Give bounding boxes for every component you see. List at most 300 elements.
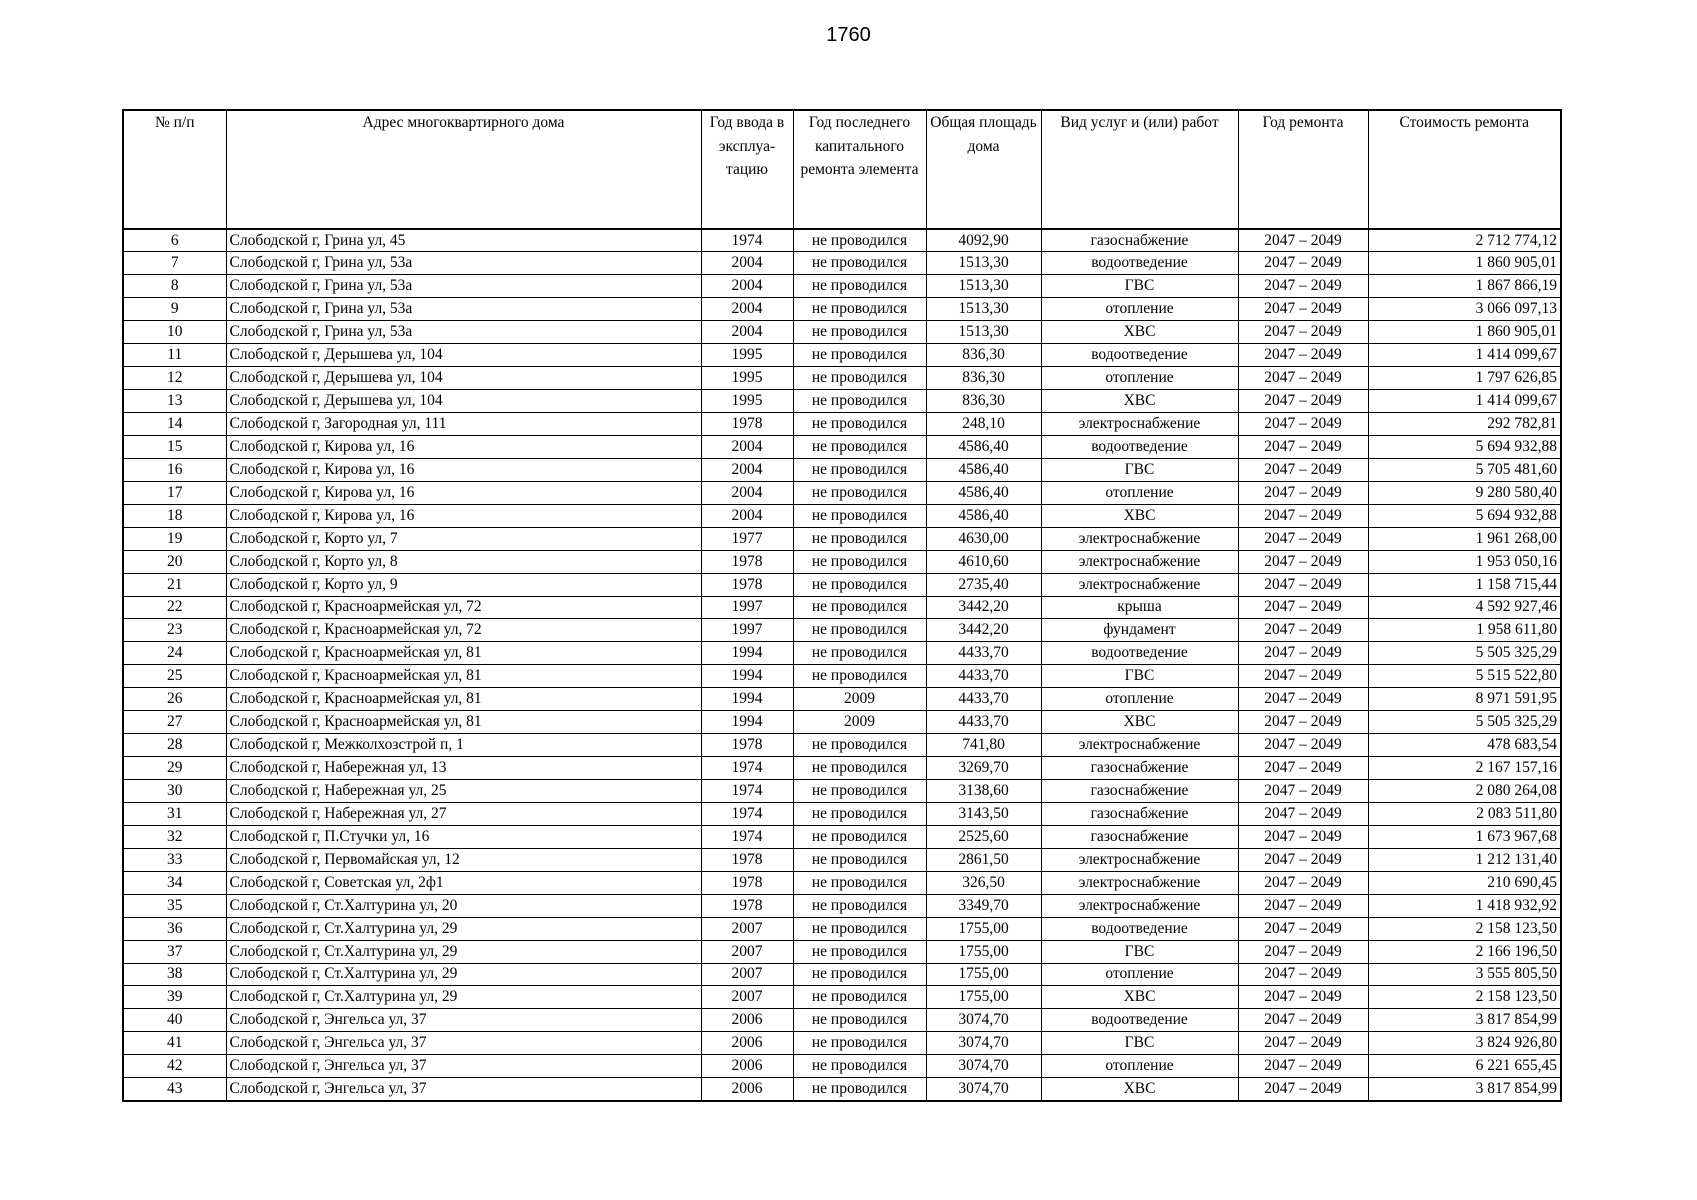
- cell-last-repair-year: не проводился: [793, 757, 926, 780]
- table-row: [123, 1055, 1561, 1078]
- header-total-area: Общая площадь дома: [926, 110, 1041, 229]
- table-row: [123, 665, 1561, 688]
- cell-total-area: 741,80: [926, 734, 1041, 757]
- cell-number: 22: [123, 596, 226, 619]
- cell-repair-cost: 2 158 123,50: [1368, 986, 1561, 1009]
- cell-number: 31: [123, 802, 226, 825]
- cell-repair-cost: 1 958 611,80: [1368, 619, 1561, 642]
- table-row: [123, 298, 1561, 321]
- cell-repair-cost: 2 166 196,50: [1368, 940, 1561, 963]
- cell-repair-year: 2047 – 2049: [1238, 642, 1368, 665]
- cell-repair-year: 2047 – 2049: [1238, 734, 1368, 757]
- cell-repair-year: 2047 – 2049: [1238, 596, 1368, 619]
- cell-repair-year: 2047 – 2049: [1238, 344, 1368, 367]
- table-row: [123, 504, 1561, 527]
- cell-last-repair-year: не проводился: [793, 298, 926, 321]
- cell-commissioning-year: 1978: [701, 734, 793, 757]
- cell-number: 30: [123, 780, 226, 803]
- cell-number: 13: [123, 390, 226, 413]
- cell-commissioning-year: 2004: [701, 298, 793, 321]
- cell-commissioning-year: 1977: [701, 527, 793, 550]
- cell-service-type: ХВС: [1041, 711, 1238, 734]
- cell-service-type: электроснабжение: [1041, 871, 1238, 894]
- cell-last-repair-year: не проводился: [793, 848, 926, 871]
- cell-address: Слободской г, Набережная ул, 13: [226, 757, 701, 780]
- cell-total-area: 4433,70: [926, 711, 1041, 734]
- table-row: [123, 940, 1561, 963]
- cell-service-type: ХВС: [1041, 986, 1238, 1009]
- cell-repair-year: 2047 – 2049: [1238, 298, 1368, 321]
- table-row: [123, 321, 1561, 344]
- cell-commissioning-year: 1997: [701, 596, 793, 619]
- table-row: [123, 917, 1561, 940]
- cell-repair-year: 2047 – 2049: [1238, 435, 1368, 458]
- cell-service-type: электроснабжение: [1041, 527, 1238, 550]
- cell-address: Слободской г, Кирова ул, 16: [226, 481, 701, 504]
- cell-address: Слободской г, Красноармейская ул, 72: [226, 619, 701, 642]
- cell-total-area: 3442,20: [926, 596, 1041, 619]
- cell-number: 41: [123, 1032, 226, 1055]
- cell-repair-year: 2047 – 2049: [1238, 688, 1368, 711]
- cell-number: 16: [123, 458, 226, 481]
- cell-number: 11: [123, 344, 226, 367]
- cell-repair-cost: 5 694 932,88: [1368, 435, 1561, 458]
- cell-last-repair-year: не проводился: [793, 825, 926, 848]
- cell-repair-cost: 5 705 481,60: [1368, 458, 1561, 481]
- cell-address: Слободской г, Кирова ул, 16: [226, 458, 701, 481]
- cell-last-repair-year: не проводился: [793, 275, 926, 298]
- cell-total-area: 1513,30: [926, 321, 1041, 344]
- cell-address: Слободской г, Советская ул, 2ф1: [226, 871, 701, 894]
- cell-service-type: газоснабжение: [1041, 780, 1238, 803]
- cell-repair-year: 2047 – 2049: [1238, 252, 1368, 275]
- cell-repair-cost: 1 418 932,92: [1368, 894, 1561, 917]
- cell-number: 32: [123, 825, 226, 848]
- cell-total-area: 836,30: [926, 344, 1041, 367]
- cell-last-repair-year: не проводился: [793, 596, 926, 619]
- cell-commissioning-year: 1974: [701, 780, 793, 803]
- cell-repair-year: 2047 – 2049: [1238, 757, 1368, 780]
- table-row: [123, 481, 1561, 504]
- cell-service-type: ХВС: [1041, 1078, 1238, 1101]
- cell-address: Слободской г, Корто ул, 9: [226, 573, 701, 596]
- cell-address: Слободской г, Грина ул, 45: [226, 229, 701, 252]
- cell-commissioning-year: 2006: [701, 1032, 793, 1055]
- cell-service-type: фундамент: [1041, 619, 1238, 642]
- cell-repair-year: 2047 – 2049: [1238, 871, 1368, 894]
- cell-total-area: 4433,70: [926, 688, 1041, 711]
- cell-repair-cost: 9 280 580,40: [1368, 481, 1561, 504]
- cell-repair-cost: 1 961 268,00: [1368, 527, 1561, 550]
- cell-commissioning-year: 2004: [701, 321, 793, 344]
- cell-repair-cost: 1 158 715,44: [1368, 573, 1561, 596]
- cell-repair-cost: 3 555 805,50: [1368, 963, 1561, 986]
- table-row: [123, 619, 1561, 642]
- cell-last-repair-year: не проводился: [793, 940, 926, 963]
- cell-repair-cost: 1 797 626,85: [1368, 367, 1561, 390]
- table-row: [123, 894, 1561, 917]
- cell-address: Слободской г, Энгельса ул, 37: [226, 1055, 701, 1078]
- cell-last-repair-year: не проводился: [793, 642, 926, 665]
- cell-repair-year: 2047 – 2049: [1238, 321, 1368, 344]
- cell-commissioning-year: 2004: [701, 504, 793, 527]
- cell-last-repair-year: не проводился: [793, 665, 926, 688]
- cell-repair-year: 2047 – 2049: [1238, 1055, 1368, 1078]
- cell-total-area: 2525,60: [926, 825, 1041, 848]
- cell-address: Слободской г, Красноармейская ул, 72: [226, 596, 701, 619]
- cell-repair-cost: 8 971 591,95: [1368, 688, 1561, 711]
- table-row: [123, 734, 1561, 757]
- cell-address: Слободской г, Кирова ул, 16: [226, 504, 701, 527]
- cell-address: Слободской г, Дерышева ул, 104: [226, 367, 701, 390]
- cell-address: Слободской г, Грина ул, 53а: [226, 298, 701, 321]
- table-row: [123, 413, 1561, 436]
- header-number: № п/п: [123, 110, 226, 229]
- cell-number: 40: [123, 1009, 226, 1032]
- cell-service-type: ХВС: [1041, 321, 1238, 344]
- cell-total-area: 1755,00: [926, 963, 1041, 986]
- cell-commissioning-year: 1978: [701, 894, 793, 917]
- header-commissioning-year: Год ввода в эксплуа-тацию: [701, 110, 793, 229]
- cell-last-repair-year: не проводился: [793, 550, 926, 573]
- cell-commissioning-year: 1978: [701, 413, 793, 436]
- cell-commissioning-year: 2006: [701, 1009, 793, 1032]
- cell-number: 21: [123, 573, 226, 596]
- page-number: 1760: [826, 24, 871, 46]
- cell-number: 8: [123, 275, 226, 298]
- cell-number: 12: [123, 367, 226, 390]
- cell-address: Слободской г, Энгельса ул, 37: [226, 1009, 701, 1032]
- cell-repair-cost: 1 414 099,67: [1368, 344, 1561, 367]
- cell-service-type: отопление: [1041, 481, 1238, 504]
- cell-total-area: 1513,30: [926, 298, 1041, 321]
- cell-repair-cost: 1 414 099,67: [1368, 390, 1561, 413]
- cell-number: 19: [123, 527, 226, 550]
- cell-repair-cost: 3 824 926,80: [1368, 1032, 1561, 1055]
- cell-last-repair-year: не проводился: [793, 1032, 926, 1055]
- cell-last-repair-year: не проводился: [793, 1009, 926, 1032]
- cell-repair-year: 2047 – 2049: [1238, 481, 1368, 504]
- cell-total-area: 836,30: [926, 367, 1041, 390]
- cell-number: 24: [123, 642, 226, 665]
- cell-service-type: ГВС: [1041, 940, 1238, 963]
- cell-total-area: 248,10: [926, 413, 1041, 436]
- cell-last-repair-year: не проводился: [793, 504, 926, 527]
- cell-service-type: газоснабжение: [1041, 229, 1238, 252]
- cell-service-type: ГВС: [1041, 1032, 1238, 1055]
- cell-address: Слободской г, Загородная ул, 111: [226, 413, 701, 436]
- cell-number: 29: [123, 757, 226, 780]
- cell-commissioning-year: 1994: [701, 711, 793, 734]
- cell-commissioning-year: 1978: [701, 848, 793, 871]
- cell-repair-cost: 2 080 264,08: [1368, 780, 1561, 803]
- cell-repair-year: 2047 – 2049: [1238, 390, 1368, 413]
- cell-number: 26: [123, 688, 226, 711]
- cell-address: Слободской г, Набережная ул, 25: [226, 780, 701, 803]
- cell-address: Слободской г, Межколхозстрой п, 1: [226, 734, 701, 757]
- cell-service-type: отопление: [1041, 963, 1238, 986]
- cell-commissioning-year: 1974: [701, 825, 793, 848]
- header-address: Адрес многоквартирного дома: [226, 110, 701, 229]
- cell-number: 34: [123, 871, 226, 894]
- cell-number: 36: [123, 917, 226, 940]
- cell-repair-year: 2047 – 2049: [1238, 229, 1368, 252]
- cell-total-area: 1513,30: [926, 252, 1041, 275]
- cell-service-type: ХВС: [1041, 390, 1238, 413]
- cell-last-repair-year: не проводился: [793, 1078, 926, 1101]
- cell-repair-year: 2047 – 2049: [1238, 986, 1368, 1009]
- cell-repair-cost: 1 953 050,16: [1368, 550, 1561, 573]
- cell-last-repair-year: не проводился: [793, 481, 926, 504]
- cell-repair-year: 2047 – 2049: [1238, 711, 1368, 734]
- table-row: [123, 573, 1561, 596]
- cell-number: 43: [123, 1078, 226, 1101]
- table-row: [123, 458, 1561, 481]
- cell-address: Слободской г, Красноармейская ул, 81: [226, 665, 701, 688]
- cell-service-type: электроснабжение: [1041, 413, 1238, 436]
- cell-commissioning-year: 1978: [701, 871, 793, 894]
- cell-service-type: водоотведение: [1041, 917, 1238, 940]
- cell-last-repair-year: не проводился: [793, 894, 926, 917]
- header-row: [123, 110, 1561, 229]
- cell-number: 10: [123, 321, 226, 344]
- cell-number: 18: [123, 504, 226, 527]
- cell-number: 17: [123, 481, 226, 504]
- header-repair-year: Год ремонта: [1238, 110, 1368, 229]
- cell-repair-year: 2047 – 2049: [1238, 619, 1368, 642]
- cell-commissioning-year: 1994: [701, 642, 793, 665]
- cell-commissioning-year: 2007: [701, 963, 793, 986]
- table-row: [123, 802, 1561, 825]
- cell-repair-cost: 1 860 905,01: [1368, 252, 1561, 275]
- cell-number: 37: [123, 940, 226, 963]
- cell-number: 7: [123, 252, 226, 275]
- cell-number: 28: [123, 734, 226, 757]
- cell-last-repair-year: не проводился: [793, 527, 926, 550]
- cell-commissioning-year: 1974: [701, 802, 793, 825]
- cell-repair-cost: 292 782,81: [1368, 413, 1561, 436]
- cell-repair-year: 2047 – 2049: [1238, 940, 1368, 963]
- cell-last-repair-year: не проводился: [793, 986, 926, 1009]
- cell-repair-year: 2047 – 2049: [1238, 275, 1368, 298]
- table-row: [123, 688, 1561, 711]
- cell-repair-year: 2047 – 2049: [1238, 963, 1368, 986]
- cell-address: Слободской г, Красноармейская ул, 81: [226, 642, 701, 665]
- cell-last-repair-year: не проводился: [793, 435, 926, 458]
- header-service-type: Вид услуг и (или) работ: [1041, 110, 1238, 229]
- cell-commissioning-year: 1995: [701, 390, 793, 413]
- cell-last-repair-year: 2009: [793, 688, 926, 711]
- cell-repair-year: 2047 – 2049: [1238, 894, 1368, 917]
- cell-service-type: отопление: [1041, 688, 1238, 711]
- cell-number: 27: [123, 711, 226, 734]
- cell-address: Слободской г, Энгельса ул, 37: [226, 1032, 701, 1055]
- cell-service-type: электроснабжение: [1041, 734, 1238, 757]
- cell-repair-cost: 2 158 123,50: [1368, 917, 1561, 940]
- cell-repair-cost: 2 083 511,80: [1368, 802, 1561, 825]
- cell-service-type: электроснабжение: [1041, 848, 1238, 871]
- cell-service-type: крыша: [1041, 596, 1238, 619]
- cell-last-repair-year: не проводился: [793, 780, 926, 803]
- cell-number: 20: [123, 550, 226, 573]
- cell-repair-cost: 478 683,54: [1368, 734, 1561, 757]
- cell-address: Слободской г, Энгельса ул, 37: [226, 1078, 701, 1101]
- cell-repair-year: 2047 – 2049: [1238, 550, 1368, 573]
- cell-repair-cost: 3 817 854,99: [1368, 1078, 1561, 1101]
- cell-last-repair-year: не проводился: [793, 871, 926, 894]
- cell-total-area: 836,30: [926, 390, 1041, 413]
- cell-service-type: водоотведение: [1041, 642, 1238, 665]
- cell-service-type: ГВС: [1041, 458, 1238, 481]
- cell-address: Слободской г, Первомайская ул, 12: [226, 848, 701, 871]
- cell-address: Слободской г, П.Стучки ул, 16: [226, 825, 701, 848]
- cell-service-type: водоотведение: [1041, 435, 1238, 458]
- cell-repair-year: 2047 – 2049: [1238, 413, 1368, 436]
- cell-repair-cost: 210 690,45: [1368, 871, 1561, 894]
- cell-repair-cost: 5 694 932,88: [1368, 504, 1561, 527]
- cell-total-area: 3269,70: [926, 757, 1041, 780]
- cell-number: 6: [123, 229, 226, 252]
- cell-repair-year: 2047 – 2049: [1238, 1009, 1368, 1032]
- table-row: [123, 986, 1561, 1009]
- cell-address: Слободской г, Грина ул, 53а: [226, 321, 701, 344]
- cell-total-area: 1755,00: [926, 940, 1041, 963]
- cell-number: 39: [123, 986, 226, 1009]
- cell-last-repair-year: не проводился: [793, 321, 926, 344]
- cell-total-area: 2861,50: [926, 848, 1041, 871]
- cell-address: Слободской г, Ст.Халтурина ул, 29: [226, 986, 701, 1009]
- cell-repair-year: 2047 – 2049: [1238, 458, 1368, 481]
- cell-commissioning-year: 2004: [701, 435, 793, 458]
- cell-service-type: электроснабжение: [1041, 550, 1238, 573]
- cell-total-area: 2735,40: [926, 573, 1041, 596]
- cell-service-type: ХВС: [1041, 504, 1238, 527]
- table-row: [123, 344, 1561, 367]
- cell-repair-cost: 5 505 325,29: [1368, 642, 1561, 665]
- cell-address: Слободской г, Ст.Халтурина ул, 29: [226, 940, 701, 963]
- cell-number: 9: [123, 298, 226, 321]
- cell-address: Слободской г, Красноармейская ул, 81: [226, 688, 701, 711]
- header-last-repair-year: Год последнего капитального ремонта элемента: [793, 110, 926, 229]
- cell-service-type: ГВС: [1041, 665, 1238, 688]
- table-row: [123, 780, 1561, 803]
- cell-total-area: 4586,40: [926, 504, 1041, 527]
- table-row: [123, 848, 1561, 871]
- table-row: [123, 757, 1561, 780]
- cell-address: Слободской г, Корто ул, 8: [226, 550, 701, 573]
- table-row: [123, 275, 1561, 298]
- cell-total-area: 4433,70: [926, 665, 1041, 688]
- cell-commissioning-year: 1974: [701, 757, 793, 780]
- cell-service-type: отопление: [1041, 367, 1238, 390]
- cell-repair-cost: 1 867 866,19: [1368, 275, 1561, 298]
- cell-service-type: отопление: [1041, 1055, 1238, 1078]
- cell-last-repair-year: не проводился: [793, 344, 926, 367]
- cell-address: Слободской г, Ст.Халтурина ул, 29: [226, 963, 701, 986]
- cell-service-type: водоотведение: [1041, 252, 1238, 275]
- cell-commissioning-year: 2004: [701, 458, 793, 481]
- cell-address: Слободской г, Ст.Халтурина ул, 20: [226, 894, 701, 917]
- cell-address: Слободской г, Ст.Халтурина ул, 29: [226, 917, 701, 940]
- cell-total-area: 4586,40: [926, 458, 1041, 481]
- cell-number: 14: [123, 413, 226, 436]
- cell-total-area: 3143,50: [926, 802, 1041, 825]
- cell-repair-cost: 1 673 967,68: [1368, 825, 1561, 848]
- repair-schedule-table: [122, 109, 1562, 1102]
- cell-number: 23: [123, 619, 226, 642]
- table-row: [123, 711, 1561, 734]
- cell-commissioning-year: 2007: [701, 917, 793, 940]
- cell-service-type: газоснабжение: [1041, 802, 1238, 825]
- cell-commissioning-year: 2007: [701, 986, 793, 1009]
- cell-repair-year: 2047 – 2049: [1238, 825, 1368, 848]
- table-row: [123, 550, 1561, 573]
- cell-commissioning-year: 2006: [701, 1078, 793, 1101]
- cell-total-area: 4586,40: [926, 481, 1041, 504]
- cell-last-repair-year: не проводился: [793, 1055, 926, 1078]
- cell-commissioning-year: 2004: [701, 252, 793, 275]
- cell-total-area: 4610,60: [926, 550, 1041, 573]
- cell-repair-cost: 4 592 927,46: [1368, 596, 1561, 619]
- cell-repair-year: 2047 – 2049: [1238, 917, 1368, 940]
- cell-total-area: 326,50: [926, 871, 1041, 894]
- cell-commissioning-year: 1997: [701, 619, 793, 642]
- table-row: [123, 871, 1561, 894]
- cell-repair-cost: 2 167 157,16: [1368, 757, 1561, 780]
- cell-commissioning-year: 1995: [701, 344, 793, 367]
- table-row: [123, 963, 1561, 986]
- cell-total-area: 3074,70: [926, 1009, 1041, 1032]
- cell-last-repair-year: не проводился: [793, 619, 926, 642]
- cell-repair-cost: 1 212 131,40: [1368, 848, 1561, 871]
- cell-total-area: 3074,70: [926, 1078, 1041, 1101]
- table-row: [123, 1009, 1561, 1032]
- cell-last-repair-year: не проводился: [793, 573, 926, 596]
- cell-address: Слободской г, Грина ул, 53а: [226, 275, 701, 298]
- cell-service-type: электроснабжение: [1041, 894, 1238, 917]
- cell-address: Слободской г, Дерышева ул, 104: [226, 344, 701, 367]
- table-row: [123, 229, 1561, 252]
- cell-address: Слободской г, Набережная ул, 27: [226, 802, 701, 825]
- cell-repair-cost: 5 515 522,80: [1368, 665, 1561, 688]
- cell-repair-year: 2047 – 2049: [1238, 573, 1368, 596]
- cell-total-area: 1755,00: [926, 917, 1041, 940]
- table-row: [123, 825, 1561, 848]
- cell-total-area: 1513,30: [926, 275, 1041, 298]
- table-row: [123, 367, 1561, 390]
- cell-total-area: 3074,70: [926, 1055, 1041, 1078]
- cell-commissioning-year: 2004: [701, 275, 793, 298]
- cell-number: 35: [123, 894, 226, 917]
- cell-service-type: газоснабжение: [1041, 825, 1238, 848]
- cell-commissioning-year: 1978: [701, 550, 793, 573]
- header-repair-cost: Стоимость ремонта: [1368, 110, 1561, 229]
- cell-last-repair-year: не проводился: [793, 802, 926, 825]
- table-row: [123, 527, 1561, 550]
- cell-total-area: 4586,40: [926, 435, 1041, 458]
- cell-number: 33: [123, 848, 226, 871]
- cell-last-repair-year: не проводился: [793, 229, 926, 252]
- cell-last-repair-year: не проводился: [793, 734, 926, 757]
- table-row: [123, 1078, 1561, 1101]
- cell-last-repair-year: не проводился: [793, 413, 926, 436]
- cell-repair-cost: 2 712 774,12: [1368, 229, 1561, 252]
- table-row: [123, 252, 1561, 275]
- cell-repair-year: 2047 – 2049: [1238, 1032, 1368, 1055]
- cell-last-repair-year: не проводился: [793, 367, 926, 390]
- cell-number: 38: [123, 963, 226, 986]
- cell-repair-cost: 5 505 325,29: [1368, 711, 1561, 734]
